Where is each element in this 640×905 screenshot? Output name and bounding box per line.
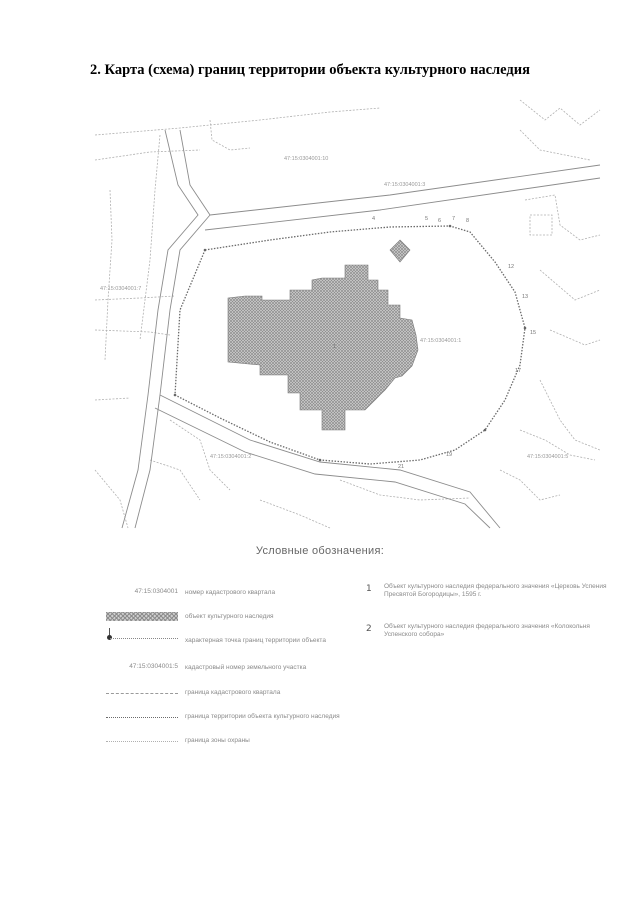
point-label: 6 (438, 218, 442, 224)
cadastral-label: 47:15:0304001:5 (527, 454, 569, 460)
legend-sample-block-number: 47:15:0304001 (134, 588, 178, 595)
point-label: 13 (522, 294, 529, 300)
legend-text-land-plot: кадастровый номер земельного участка (185, 664, 307, 671)
cadastral-label: 47:15:0304001:1 (420, 338, 462, 344)
legend-text-heritage-2: Объект культурного наследия федерального значения «Колокольня Успенского собора» (384, 623, 590, 638)
point-label: 12 (508, 264, 515, 270)
legend-text-protection-zone: граница зоны охраны (185, 737, 250, 744)
point-label: 21 (398, 464, 405, 470)
point-label: 7 (452, 216, 456, 222)
cadastral-label: 47:15:0304001:2 (210, 454, 252, 460)
legend-symbol-heritage-2: 2 (366, 624, 372, 634)
point-label: 4 (372, 216, 376, 222)
legend-text-boundary-point: характерная точка границ территории объекта (185, 637, 326, 644)
legend-swatch-heritage-object (106, 612, 178, 621)
marker-line (110, 638, 178, 639)
legend-swatch-cadastral-boundary (106, 693, 178, 694)
page-title: 2. Карта (схема) границ территории объекта культурного наследия (90, 62, 530, 78)
heritage-object-number: 1 (333, 344, 337, 350)
point-label: 19 (446, 452, 453, 458)
point-label: 17 (515, 368, 522, 374)
legend-text-heritage-boundary: граница территории объекта культурного наследия (185, 713, 340, 720)
legend-text-block-number: номер кадастрового квартала (185, 589, 276, 596)
heritage-object-1 (228, 265, 418, 430)
legend-swatch-protection-zone (106, 741, 178, 742)
point-label: 15 (530, 330, 537, 336)
heritage-object-2 (390, 240, 410, 262)
legend-text-cadastral-boundary: граница кадастрового квартала (185, 689, 281, 696)
legend-swatch-heritage-boundary (106, 717, 178, 718)
legend-swatch-boundary-point (106, 632, 178, 644)
cadastral-label: 47:15:0304001:3 (384, 182, 426, 188)
cadastral-label: 47:15:0304001:10 (284, 156, 329, 162)
legend-sample-land-plot: 47:15:0304001:5 (129, 663, 178, 670)
cadastral-label: 47:15:0304001:7 (100, 286, 142, 292)
legend-title: Условные обозначения: (255, 545, 385, 557)
legend-text-heritage-1: Объект культурного наследия федерального значения «Церковь Успения Пресвятой Богородицы», 1595 г. (384, 583, 607, 598)
point-label: 8 (466, 218, 470, 224)
point-label: 5 (425, 216, 429, 222)
legend-symbol-heritage-1: 1 (366, 584, 372, 594)
legend-text-heritage-object: объект культурного наследия (185, 613, 274, 620)
